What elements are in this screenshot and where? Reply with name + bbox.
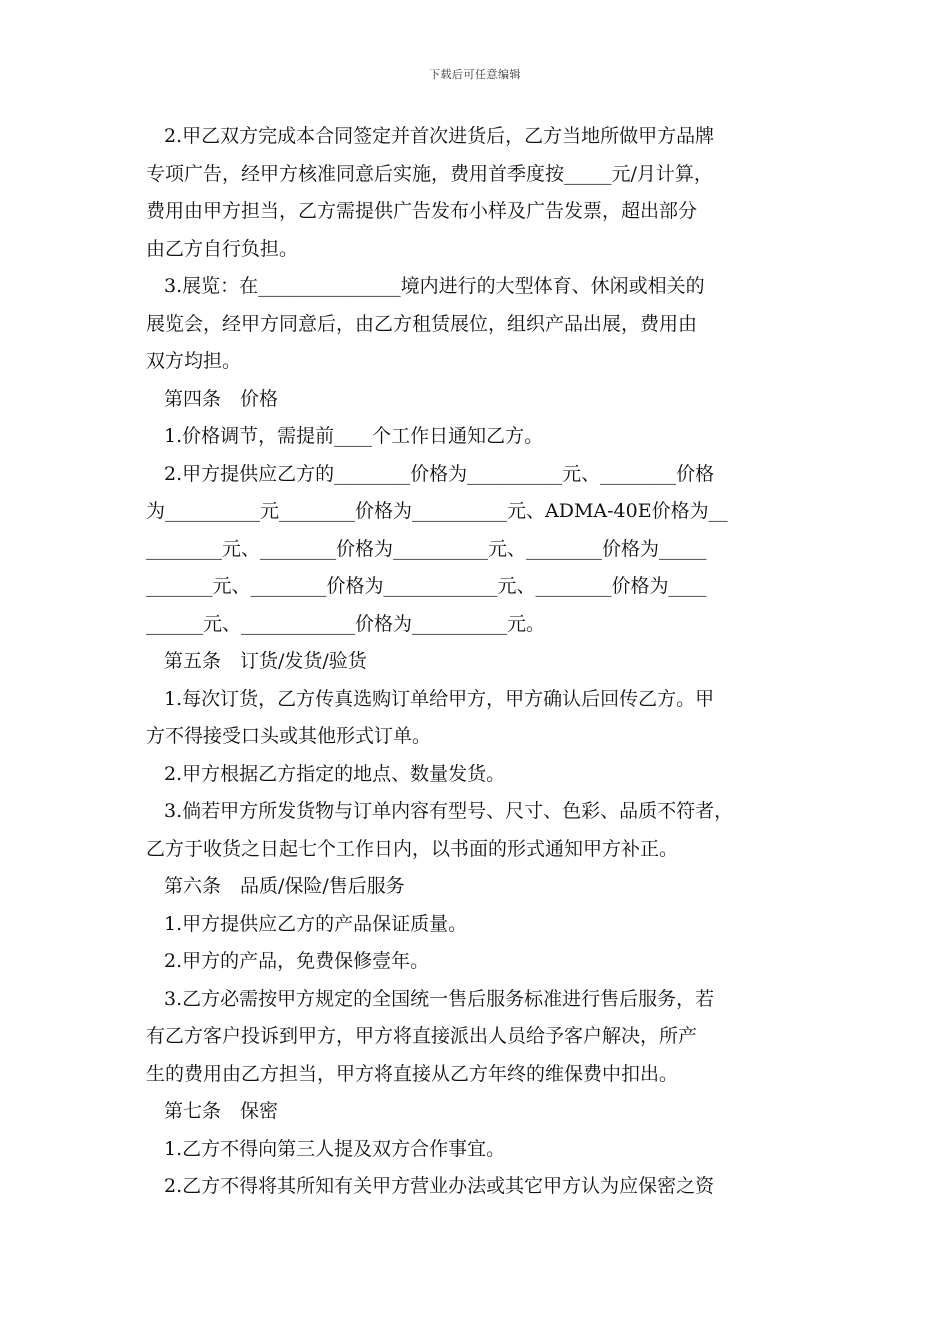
paragraph-line: 有乙方客户投诉到甲方，甲方将直接派出人员给予客户解决，所产 bbox=[146, 1025, 698, 1047]
contract-body bbox=[146, 118, 811, 1206]
section-heading: 第七条 保密 bbox=[164, 1100, 279, 1122]
section-heading: 第五条 订货/发货/验货 bbox=[164, 650, 367, 672]
paragraph-line: _______元、________价格为____________元、________价格为____ bbox=[146, 575, 707, 597]
paragraph-line: 3.乙方必需按甲方规定的全国统一售后服务标准进行售后服务，若 bbox=[164, 987, 715, 1010]
paragraph-line: 2.甲方根据乙方指定的地点、数量发货。 bbox=[164, 762, 506, 785]
paragraph-line: 乙方于收货之日起七个工作日内，以书面的形式通知甲方补正。 bbox=[146, 837, 679, 860]
section-heading: 第六条 品质/保险/售后服务 bbox=[164, 875, 405, 897]
paragraph-line: 2.乙方不得将其所知有关甲方营业办法或其它甲方认为应保密之资 bbox=[164, 1175, 715, 1197]
paragraph-line: 生的费用由乙方担当，甲方将直接从乙方年终的维保费中扣出。 bbox=[146, 1062, 679, 1085]
paragraph-line: 专项广告，经甲方核准同意后实施，费用首季度按_____元/月计算， bbox=[146, 162, 713, 185]
paragraph-line: ______元、____________价格为__________元。 bbox=[146, 612, 546, 635]
paragraph-line: 由乙方自行负担。 bbox=[146, 237, 299, 260]
paragraph-line: ________元、________价格为__________元、________价格为_____ bbox=[146, 537, 707, 560]
paragraph-line: 1.乙方不得向第三人提及双方合作事宜。 bbox=[164, 1137, 506, 1160]
paragraph-line: 方不得接受口头或其他形式订单。 bbox=[146, 725, 432, 747]
paragraph-line: 2.甲方的产品，免费保修壹年。 bbox=[164, 950, 430, 972]
paragraph-line: 3.倘若甲方所发货物与订单内容有型号、尺寸、色彩、品质不符者， bbox=[164, 800, 734, 822]
section-heading: 第四条 价格 bbox=[164, 387, 279, 410]
paragraph-line: 双方均担。 bbox=[146, 350, 242, 372]
paragraph-line: 1.甲方提供应乙方的产品保证质量。 bbox=[164, 912, 468, 935]
paragraph-line: 3.展览：在_______________境内进行的大型体育、休闲或相关的 bbox=[164, 275, 705, 297]
paragraph-line: 展览会，经甲方同意后，由乙方租赁展位，组织产品出展，费用由 bbox=[146, 312, 698, 335]
paragraph-line: 费用由甲方担当，乙方需提供广告发布小样及广告发票，超出部分 bbox=[146, 200, 698, 222]
paragraph-line: 2.甲乙双方完成本合同签定并首次进货后，乙方当地所做甲方品牌 bbox=[164, 125, 715, 147]
page-header: 下载后可任意编辑 bbox=[429, 68, 521, 81]
paragraph-line: 为__________元________价格为__________元、ADMA-40E价格为__ bbox=[146, 500, 728, 522]
paragraph-line: 1.价格调节，需提前____个工作日通知乙方。 bbox=[164, 425, 544, 447]
paragraph-line: 1.每次订货，乙方传真选购订单给甲方，甲方确认后回传乙方。甲 bbox=[164, 687, 715, 710]
paragraph-line: 2.甲方提供应乙方的________价格为__________元、________价格 bbox=[164, 462, 715, 485]
